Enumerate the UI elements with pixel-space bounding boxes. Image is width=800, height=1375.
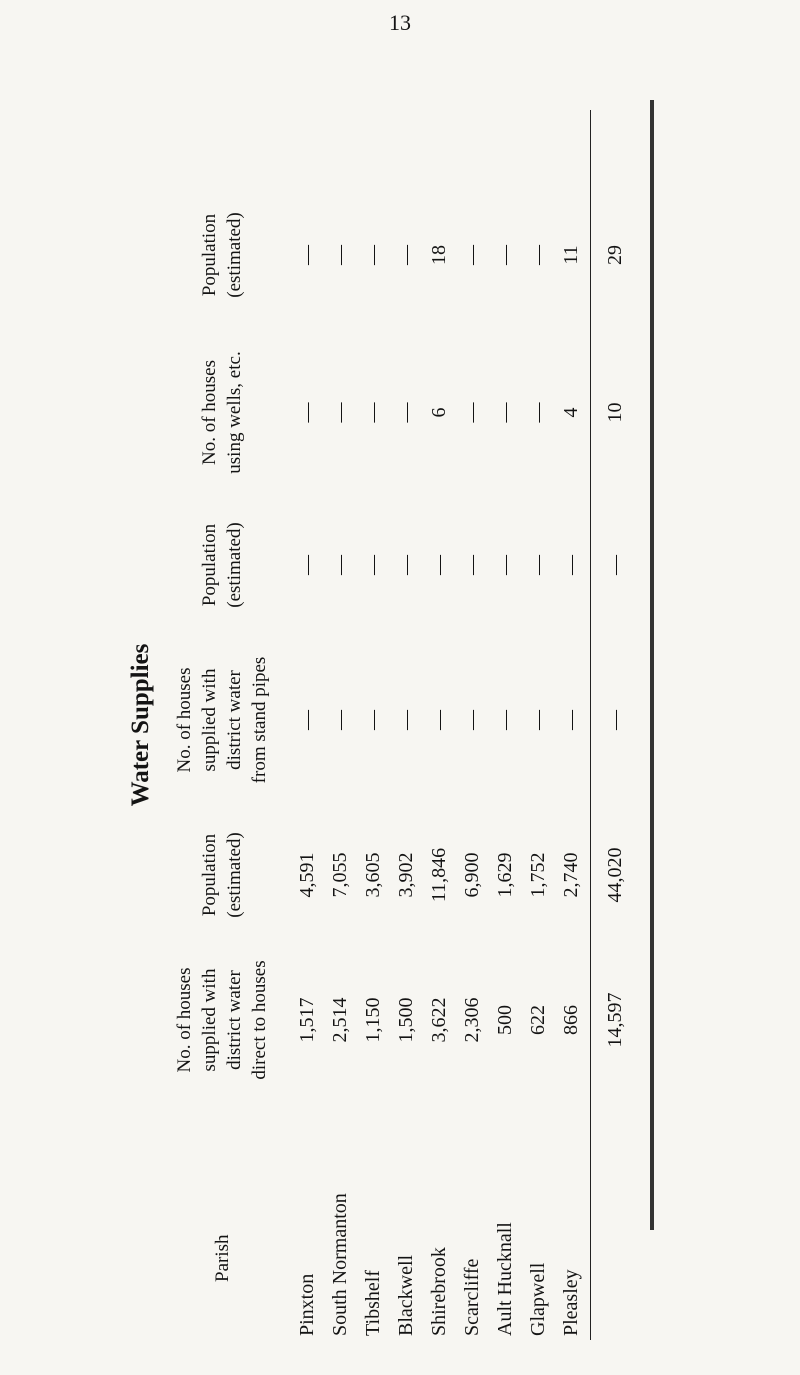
cell-houses-standpipe: —: [362, 710, 384, 730]
cell-population-direct: 1,752: [527, 852, 549, 898]
cell-population-wells: —: [494, 245, 516, 265]
header-population-wells: Population (estimated): [199, 212, 245, 298]
header-houses-wells: No. of houses using wells, etc.: [199, 351, 245, 474]
cell-parish: South Normanton: [329, 1193, 351, 1336]
cell-parish: Pleasley: [560, 1269, 582, 1336]
cell-houses-standpipe: —: [461, 710, 483, 730]
totals-houses-direct: 14,597: [604, 992, 626, 1048]
cell-houses-direct: 3,622: [428, 997, 450, 1043]
cell-parish: Ault Hucknall: [494, 1222, 516, 1336]
cell-population-wells: —: [362, 245, 384, 265]
header-houses-direct: No. of houses supplied with district water direct to houses: [174, 960, 270, 1080]
page-number: 13: [389, 10, 411, 35]
header-parish: Parish: [211, 1234, 233, 1282]
cell-houses-direct: 622: [527, 1005, 549, 1035]
cell-houses-standpipe: —: [296, 710, 318, 730]
cell-population-direct: 11,846: [428, 847, 450, 903]
table-header-row: [162, 110, 282, 1340]
cell-houses-standpipe: —: [560, 710, 582, 730]
cell-population-wells: 18: [428, 245, 450, 265]
cell-population-wells: —: [296, 245, 318, 265]
cell-houses-standpipe: —: [494, 710, 516, 730]
cell-houses-direct: 2,306: [461, 997, 483, 1043]
cell-population-wells: 11: [560, 245, 582, 265]
cell-houses-wells: —: [362, 402, 384, 423]
table-row: [490, 110, 521, 1340]
header-population-standpipe: Population (estimated): [199, 522, 245, 608]
cell-population-wells: —: [461, 245, 483, 265]
table-row: [391, 110, 422, 1340]
totals-houses-wells: 10: [604, 402, 626, 423]
cell-population-standpipe: —: [494, 555, 516, 575]
water-supplies-table: [120, 110, 680, 1340]
cell-parish: Pinxton: [296, 1273, 318, 1336]
table-row: [358, 110, 389, 1340]
cell-population-direct: 2,740: [560, 852, 582, 898]
cell-parish: Tibshelf: [362, 1270, 384, 1336]
cell-houses-standpipe: —: [428, 710, 450, 730]
cell-parish: Shirebrook: [428, 1247, 450, 1336]
cell-population-direct: 3,902: [395, 852, 417, 898]
totals-houses-standpipe: —: [604, 710, 626, 730]
cell-population-standpipe: —: [296, 555, 318, 575]
cell-population-direct: 4,591: [296, 852, 318, 898]
cell-houses-standpipe: —: [329, 710, 351, 730]
cell-parish: Blackwell: [395, 1254, 417, 1336]
cell-houses-wells: —: [527, 402, 549, 423]
cell-houses-direct: 1,500: [395, 997, 417, 1043]
table-row: [457, 110, 488, 1340]
header-population-direct: Population (estimated): [199, 832, 245, 918]
cell-houses-standpipe: —: [395, 710, 417, 730]
cell-houses-standpipe: —: [527, 710, 549, 730]
cell-population-direct: 1,629: [494, 852, 516, 898]
totals-population-wells: 29: [604, 245, 626, 265]
cell-houses-direct: 1,150: [362, 997, 384, 1043]
cell-houses-wells: —: [329, 402, 351, 423]
cell-population-standpipe: —: [362, 555, 384, 575]
table-row: [292, 110, 323, 1340]
cell-houses-wells: —: [494, 402, 516, 423]
cell-population-wells: —: [395, 245, 417, 265]
cell-population-standpipe: —: [395, 555, 417, 575]
cell-population-direct: 7,055: [329, 852, 351, 898]
cell-parish: Scarcliffe: [461, 1258, 483, 1336]
totals-population-standpipe: —: [604, 555, 626, 575]
cell-houses-direct: 866: [560, 1005, 582, 1035]
table-row: [325, 110, 356, 1340]
header-houses-standpipe: No. of houses supplied with district water from stand pipes: [174, 656, 270, 784]
totals-parish: [600, 1095, 631, 1340]
cell-population-direct: 3,605: [362, 852, 384, 898]
cell-houses-wells: 4: [560, 407, 582, 418]
totals-rule: [590, 110, 591, 1340]
cell-houses-direct: 500: [494, 1005, 516, 1035]
table-row: [424, 110, 455, 1340]
cell-parish: Glapwell: [527, 1262, 549, 1336]
table-row: [523, 110, 554, 1340]
cell-houses-direct: 1,517: [296, 997, 318, 1043]
cell-population-standpipe: —: [428, 555, 450, 575]
table-row: [556, 110, 587, 1340]
cell-population-standpipe: —: [527, 555, 549, 575]
totals-row: [600, 110, 631, 1340]
table-title: Water Supplies: [127, 643, 154, 807]
cell-population-wells: —: [329, 245, 351, 265]
cell-houses-wells: —: [296, 402, 318, 423]
cell-houses-wells: 6: [428, 407, 450, 418]
totals-population-direct: 44,020: [604, 847, 626, 903]
cell-population-wells: —: [527, 245, 549, 265]
cell-population-standpipe: —: [560, 555, 582, 575]
cell-houses-direct: 2,514: [329, 997, 351, 1043]
cell-population-direct: 6,900: [461, 852, 483, 898]
cell-houses-wells: —: [461, 402, 483, 423]
cell-population-standpipe: —: [329, 555, 351, 575]
cell-houses-wells: —: [395, 402, 417, 423]
cell-population-standpipe: —: [461, 555, 483, 575]
